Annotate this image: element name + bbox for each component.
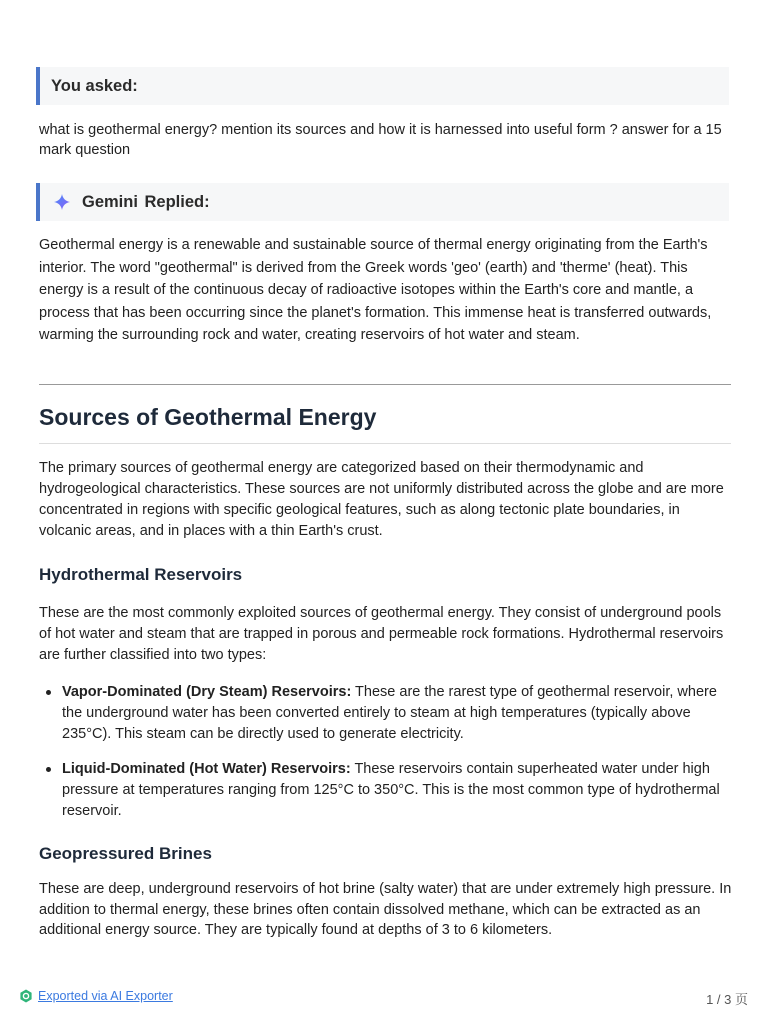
geopressured-paragraph: These are deep, underground reservoirs of hot brine (salty water) that are under extremely high pressure. In addition to thermal energy, these brines often contain dissolved methane, which can be extracted as an additional energy source. They are typically found at depths of 3 to 6 kilometers. xyxy=(39,881,732,938)
gemini-sparkle-icon xyxy=(52,192,72,212)
gemini-reply-label: Gemini Replied: xyxy=(82,192,210,211)
exporter-link[interactable]: Exported via AI Exporter xyxy=(38,989,173,1003)
section-intro-paragraph: The primary sources of geothermal energy are categorized based on their thermodynamic and hydrogeological characteristics. These sources are not uniformly distributed across the globe and are more concentrated in regions with specific geological features, such as along tectonic plate boundaries, in volcanic areas, and in places with a thin Earth's crust. xyxy=(39,460,724,539)
section-divider xyxy=(39,384,731,385)
bullet-dot xyxy=(46,767,51,772)
page-number: 1 / 3 页 xyxy=(706,992,748,1007)
hydrothermal-paragraph: These are the most commonly exploited sources of geothermal energy. They consist of underground pools of hot water and steam that are trapped in porous and permeable rock formations. Hydrothermal reservoirs are further classified into two types: xyxy=(39,605,724,663)
bullet-term: Liquid-Dominated (Hot Water) Reservoirs: xyxy=(62,761,351,777)
list-item xyxy=(39,759,729,822)
reservoir-type-list xyxy=(39,682,729,836)
gemini-reply-header xyxy=(36,183,729,221)
ai-exporter-badge-icon xyxy=(19,989,33,1003)
bullet-text: These are the rarest type of geothermal reservoir, where the underground water has been converted entirely to steam at high temperatures (typically above 235°C). This steam can be directly used to generate electricity. xyxy=(62,684,717,742)
bullet-dot xyxy=(46,690,51,695)
heading-underline xyxy=(39,443,731,444)
exporter-footer xyxy=(19,989,173,1003)
list-item xyxy=(39,682,729,745)
user-question-header xyxy=(36,67,729,105)
bullet-term: Vapor-Dominated (Dry Steam) Reservoirs: xyxy=(62,684,352,700)
reply-intro-paragraph: Geothermal energy is a renewable and sustainable source of thermal energy originating from the Earth's interior. The word "geothermal" is derived from the Greek words 'geo' (earth) and 'therme' (heat). This energy is a result of the continuous decay of radioactive isotopes within the Earth's core and mantle, a process that has been occurring since the planet's formation. This immense heat is transferred outwards, warming the surrounding rock and water, creating reservoirs of hot water and steam. xyxy=(39,237,712,343)
user-question-text: what is geothermal energy? mention its sources and how it is harnessed into useful form ? answer for a 15 mark question xyxy=(39,122,722,158)
bullet-text: These reservoirs contain superheated water under high pressure at temperatures ranging from 125°C to 350°C. This is the most common type of hydrothermal reservoir. xyxy=(62,761,720,819)
section-heading: Sources of Geothermal Energy xyxy=(39,404,377,430)
user-question-label: You asked: xyxy=(51,76,138,95)
hydrothermal-heading: Hydrothermal Reservoirs xyxy=(39,565,243,584)
geopressured-heading: Geopressured Brines xyxy=(39,844,212,863)
